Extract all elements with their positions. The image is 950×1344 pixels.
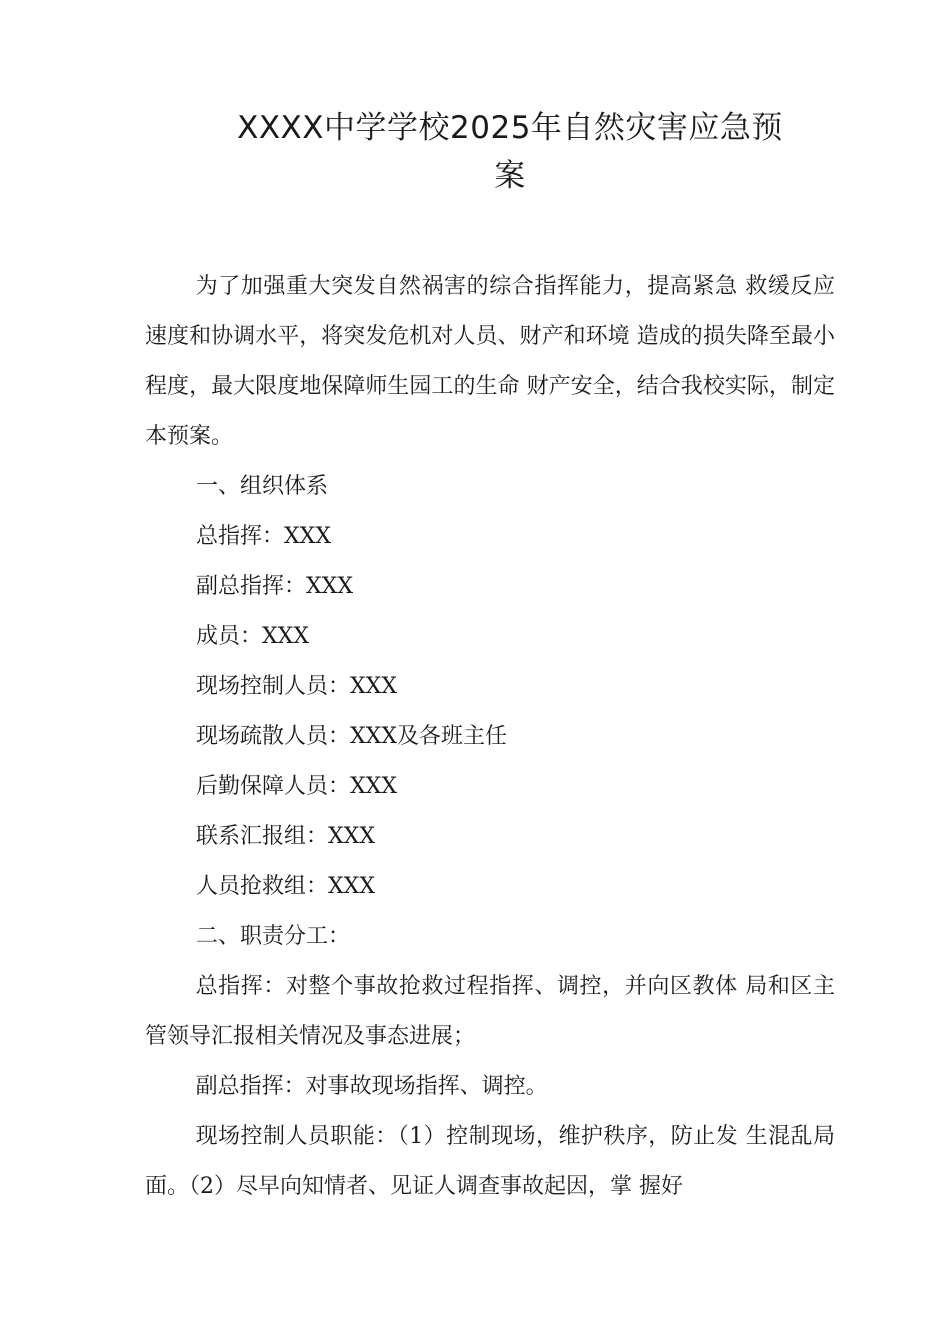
- intro-paragraph: 为了加强重大突发自然祸害的综合指挥能力，提高紧急 救缓反应速度和协调水平，将突发危机对人员、财产和环境 造成的损失降至最小程度，最大限度地保障师生园工的生命 财产安全，结合我校实际，制定本预案。: [145, 274, 835, 449]
- org-item-liaison: 联系汇报组：XXX: [196, 824, 375, 849]
- org-item-evacuation: 现场疏散人员：XXX及各班主任: [196, 724, 507, 749]
- section-heading-duties: 二、职责分工：: [196, 924, 351, 949]
- document-title: [190, 104, 830, 200]
- document-body: [145, 262, 835, 1212]
- title-line-1: XXXX中学学校2025年自然灾害应急预: [237, 110, 783, 146]
- org-item-commander: 总指挥：XXX: [196, 524, 331, 549]
- org-item-members: 成员：XXX: [196, 624, 309, 649]
- org-item-deputy-commander: 副总指挥：XXX: [196, 574, 353, 599]
- title-line-2: 案: [494, 158, 526, 194]
- duty-paragraph-deputy: 副总指挥：对事故现场指挥、调控。: [195, 1074, 548, 1099]
- org-item-site-control: 现场控制人员：XXX: [196, 674, 397, 699]
- duty-paragraph-commander: 总指挥：对整个事故抢救过程指挥、调控，并向区教体 局和区主管领导汇报相关情况及事态进展；: [145, 974, 835, 1049]
- org-item-logistics: 后勤保障人员：XXX: [196, 774, 397, 799]
- duty-paragraph-site-control: 现场控制人员职能：（1）控制现场，维护秩序，防止发 生混乱局面。（2）尽早向知情者、见证人调查事故起因，掌 握好: [145, 1124, 835, 1199]
- section-heading-organization: 一、组织体系: [196, 474, 329, 499]
- org-item-rescue: 人员抢救组：XXX: [196, 874, 375, 899]
